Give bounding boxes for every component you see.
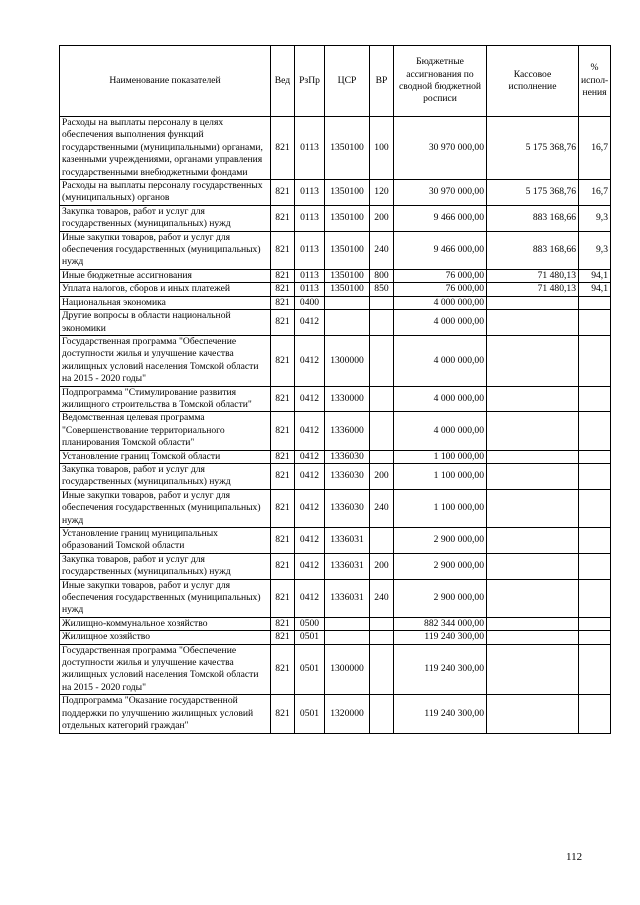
cell-csr: 1300000: [325, 335, 370, 386]
cell-cash: [487, 528, 579, 554]
header-row: [60, 46, 611, 117]
table-row: [60, 528, 611, 554]
cell-name: Иные бюджетные ассигнования: [60, 269, 271, 282]
cell-vr: [370, 296, 394, 309]
cell-csr: 1300000: [325, 644, 370, 695]
table-row: [60, 296, 611, 309]
cell-cash: [487, 579, 579, 617]
cell-ved: 821: [271, 117, 295, 180]
table-row: [60, 231, 611, 269]
table-row: [60, 463, 611, 489]
cell-ved: 821: [271, 269, 295, 282]
cell-ved: 821: [271, 553, 295, 579]
cell-cash: 5 175 368,76: [487, 117, 579, 180]
cell-name: Национальная экономика: [60, 296, 271, 309]
cell-cash: 883 168,66: [487, 231, 579, 269]
cell-name: Государственная программа "Обеспечение доступности жилья и улучшение качества жилищных условий населения Томской области на 2015 - 2020 годы": [60, 335, 271, 386]
cell-cash: [487, 489, 579, 527]
cell-name: Другие вопросы в области национальной экономики: [60, 310, 271, 336]
table-row: [60, 644, 611, 695]
cell-csr: 1336030: [325, 463, 370, 489]
cell-budget: 30 970 000,00: [394, 117, 487, 180]
cell-ved: 821: [271, 386, 295, 412]
header-rzpr: РзПр: [295, 46, 325, 117]
cell-name: Государственная программа "Обеспечение доступности жилья и улучшение качества жилищных условий населения Томской области на 2015 - 2020 годы": [60, 644, 271, 695]
budget-table: [59, 45, 611, 734]
cell-vr: [370, 617, 394, 630]
cell-rzpr: 0113: [295, 205, 325, 231]
cell-ved: 821: [271, 205, 295, 231]
table-row: [60, 386, 611, 412]
cell-cash: [487, 450, 579, 463]
cell-budget: 1 100 000,00: [394, 450, 487, 463]
cell-percent: 9,3: [579, 205, 611, 231]
cell-percent: [579, 296, 611, 309]
cell-percent: [579, 450, 611, 463]
cell-percent: [579, 386, 611, 412]
cell-cash: 71 480,13: [487, 269, 579, 282]
cell-budget: 119 240 300,00: [394, 631, 487, 644]
cell-rzpr: 0412: [295, 335, 325, 386]
cell-rzpr: 0412: [295, 553, 325, 579]
cell-ved: 821: [271, 644, 295, 695]
table-row: [60, 412, 611, 450]
header-csr: ЦСР: [325, 46, 370, 117]
table-row: [60, 617, 611, 630]
cell-cash: [487, 310, 579, 336]
cell-vr: [370, 310, 394, 336]
cell-vr: 800: [370, 269, 394, 282]
cell-budget: 2 900 000,00: [394, 528, 487, 554]
cell-budget: 119 240 300,00: [394, 644, 487, 695]
table-row: [60, 553, 611, 579]
cell-rzpr: 0412: [295, 463, 325, 489]
cell-csr: 1350100: [325, 180, 370, 206]
cell-ved: 821: [271, 283, 295, 296]
cell-csr: 1350100: [325, 269, 370, 282]
table-row: [60, 283, 611, 296]
cell-vr: 100: [370, 117, 394, 180]
cell-rzpr: 0501: [295, 695, 325, 733]
cell-csr: 1350100: [325, 205, 370, 231]
cell-rzpr: 0412: [295, 450, 325, 463]
cell-name: Расходы на выплаты персоналу государственных (муниципальных) органов: [60, 180, 271, 206]
table-row: [60, 310, 611, 336]
cell-cash: [487, 463, 579, 489]
cell-budget: 1 100 000,00: [394, 489, 487, 527]
cell-budget: 76 000,00: [394, 283, 487, 296]
cell-ved: 821: [271, 296, 295, 309]
cell-cash: [487, 386, 579, 412]
cell-rzpr: 0113: [295, 180, 325, 206]
cell-budget: 76 000,00: [394, 269, 487, 282]
cell-budget: 30 970 000,00: [394, 180, 487, 206]
cell-budget: 2 900 000,00: [394, 579, 487, 617]
cell-vr: [370, 450, 394, 463]
cell-name: Иные закупки товаров, работ и услуг для обеспечения государственных (муниципальных) нужд: [60, 579, 271, 617]
cell-name: Жилищное хозяйство: [60, 631, 271, 644]
cell-cash: 883 168,66: [487, 205, 579, 231]
cell-csr: 1336031: [325, 528, 370, 554]
cell-csr: 1350100: [325, 231, 370, 269]
header-budget: Бюджетные ассигнования по сводной бюджетной росписи: [394, 46, 487, 117]
cell-name: Подпрограмма "Оказание государственной поддержки по улучшению жилищных условий отдельных категорий граждан": [60, 695, 271, 733]
cell-ved: 821: [271, 528, 295, 554]
cell-name: Закупка товаров, работ и услуг для государственных (муниципальных) нужд: [60, 463, 271, 489]
cell-budget: 4 000 000,00: [394, 386, 487, 412]
cell-cash: [487, 695, 579, 733]
table-row: [60, 579, 611, 617]
cell-csr: 1336030: [325, 489, 370, 527]
cell-percent: [579, 310, 611, 336]
cell-ved: 821: [271, 450, 295, 463]
cell-rzpr: 0412: [295, 412, 325, 450]
cell-rzpr: 0412: [295, 310, 325, 336]
cell-csr: [325, 617, 370, 630]
header-percent: % испол-нения: [579, 46, 611, 117]
cell-name: Жилищно-коммунальное хозяйство: [60, 617, 271, 630]
cell-name: Установление границ муниципальных образований Томской области: [60, 528, 271, 554]
cell-ved: 821: [271, 310, 295, 336]
cell-name: Уплата налогов, сборов и иных платежей: [60, 283, 271, 296]
cell-name: Установление границ Томской области: [60, 450, 271, 463]
page-number: 112: [566, 851, 583, 863]
cell-ved: 821: [271, 695, 295, 733]
cell-vr: [370, 695, 394, 733]
header-cash: Кассовое исполнение: [487, 46, 579, 117]
cell-rzpr: 0113: [295, 283, 325, 296]
cell-budget: 4 000 000,00: [394, 335, 487, 386]
cell-percent: 16,7: [579, 117, 611, 180]
cell-vr: [370, 386, 394, 412]
cell-vr: [370, 644, 394, 695]
cell-cash: [487, 412, 579, 450]
cell-vr: 240: [370, 489, 394, 527]
cell-csr: 1336031: [325, 553, 370, 579]
table-row: [60, 269, 611, 282]
cell-vr: 240: [370, 231, 394, 269]
cell-cash: [487, 631, 579, 644]
cell-cash: [487, 553, 579, 579]
cell-budget: 1 100 000,00: [394, 463, 487, 489]
cell-ved: 821: [271, 631, 295, 644]
cell-vr: 240: [370, 579, 394, 617]
cell-name: Ведомственная целевая программа "Совершенствование территориального планирования Томской области": [60, 412, 271, 450]
cell-budget: 4 000 000,00: [394, 310, 487, 336]
cell-percent: [579, 579, 611, 617]
cell-rzpr: 0412: [295, 489, 325, 527]
cell-ved: 821: [271, 180, 295, 206]
cell-csr: 1350100: [325, 283, 370, 296]
cell-rzpr: 0412: [295, 386, 325, 412]
cell-rzpr: 0400: [295, 296, 325, 309]
cell-vr: 850: [370, 283, 394, 296]
cell-percent: [579, 631, 611, 644]
cell-rzpr: 0412: [295, 579, 325, 617]
cell-csr: 1336031: [325, 579, 370, 617]
cell-percent: [579, 412, 611, 450]
cell-percent: [579, 695, 611, 733]
cell-percent: 16,7: [579, 180, 611, 206]
cell-name: Расходы на выплаты персоналу в целях обеспечения выполнения функций государственными (муниципальными) органами, казенными учреждениями, органами управления государственными внебюджетными фондами: [60, 117, 271, 180]
cell-budget: 4 000 000,00: [394, 296, 487, 309]
cell-vr: [370, 528, 394, 554]
cell-budget: 2 900 000,00: [394, 553, 487, 579]
cell-cash: [487, 335, 579, 386]
cell-rzpr: 0113: [295, 269, 325, 282]
cell-budget: 882 344 000,00: [394, 617, 487, 630]
cell-percent: [579, 489, 611, 527]
cell-rzpr: 0113: [295, 231, 325, 269]
cell-rzpr: 0501: [295, 644, 325, 695]
table-row: [60, 450, 611, 463]
cell-percent: 94,1: [579, 283, 611, 296]
cell-ved: 821: [271, 412, 295, 450]
cell-name: Иные закупки товаров, работ и услуг для обеспечения государственных (муниципальных) нужд: [60, 231, 271, 269]
cell-csr: 1336000: [325, 412, 370, 450]
cell-vr: 200: [370, 553, 394, 579]
cell-name: Подпрограмма "Стимулирование развития жилищного строительства в Томской области": [60, 386, 271, 412]
cell-rzpr: 0501: [295, 631, 325, 644]
cell-percent: [579, 463, 611, 489]
table-row: [60, 180, 611, 206]
cell-csr: 1336030: [325, 450, 370, 463]
cell-ved: 821: [271, 335, 295, 386]
cell-vr: [370, 631, 394, 644]
table-row: [60, 335, 611, 386]
cell-cash: [487, 644, 579, 695]
table-row: [60, 489, 611, 527]
cell-csr: 1350100: [325, 117, 370, 180]
cell-cash: [487, 617, 579, 630]
cell-percent: [579, 553, 611, 579]
table-row: [60, 631, 611, 644]
cell-ved: 821: [271, 463, 295, 489]
table-row: [60, 695, 611, 733]
cell-budget: 4 000 000,00: [394, 412, 487, 450]
cell-ved: 821: [271, 489, 295, 527]
cell-csr: 1330000: [325, 386, 370, 412]
cell-cash: 71 480,13: [487, 283, 579, 296]
cell-csr: [325, 310, 370, 336]
cell-name: Иные закупки товаров, работ и услуг для обеспечения государственных (муниципальных) нужд: [60, 489, 271, 527]
table-row: [60, 205, 611, 231]
cell-percent: [579, 617, 611, 630]
cell-percent: 9,3: [579, 231, 611, 269]
cell-name: Закупка товаров, работ и услуг для государственных (муниципальных) нужд: [60, 205, 271, 231]
cell-vr: [370, 335, 394, 386]
cell-vr: [370, 412, 394, 450]
cell-percent: [579, 528, 611, 554]
cell-csr: [325, 631, 370, 644]
cell-ved: 821: [271, 617, 295, 630]
cell-budget: 119 240 300,00: [394, 695, 487, 733]
cell-percent: 94,1: [579, 269, 611, 282]
cell-rzpr: 0500: [295, 617, 325, 630]
header-vr: ВР: [370, 46, 394, 117]
cell-ved: 821: [271, 579, 295, 617]
cell-rzpr: 0113: [295, 117, 325, 180]
cell-ved: 821: [271, 231, 295, 269]
cell-name: Закупка товаров, работ и услуг для государственных (муниципальных) нужд: [60, 553, 271, 579]
header-ved: Вед: [271, 46, 295, 117]
table-row: [60, 117, 611, 180]
cell-vr: 200: [370, 463, 394, 489]
cell-rzpr: 0412: [295, 528, 325, 554]
cell-csr: [325, 296, 370, 309]
cell-vr: 120: [370, 180, 394, 206]
cell-vr: 200: [370, 205, 394, 231]
cell-csr: 1320000: [325, 695, 370, 733]
cell-percent: [579, 644, 611, 695]
cell-budget: 9 466 000,00: [394, 231, 487, 269]
cell-budget: 9 466 000,00: [394, 205, 487, 231]
cell-percent: [579, 335, 611, 386]
header-name: Наименование показателей: [60, 46, 271, 117]
cell-cash: [487, 296, 579, 309]
cell-cash: 5 175 368,76: [487, 180, 579, 206]
